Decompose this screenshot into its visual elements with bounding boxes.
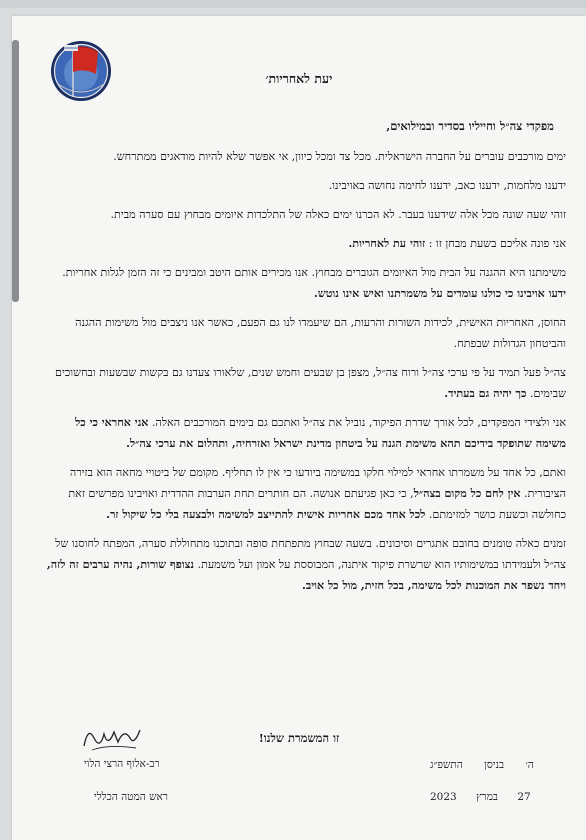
signature-icon <box>78 720 148 756</box>
signer-name: רב-אלוף הרצי הלוי <box>84 758 160 770</box>
paragraph <box>44 412 566 454</box>
bold-text-run: לכל אחד מכם אחריות אישית להתייצב למשימה ולבצעה בלי כל שיקול זר. <box>106 508 426 521</box>
bold-text-run: אני אחראי כי כל משימה שתופקד בידיכם תהא משימת הגנה על ביטחון מדינת ישראל ואזרחיה, ותהלום את ערכי צה״ל. <box>75 416 566 450</box>
paragraph <box>44 362 566 404</box>
paragraph <box>44 175 566 196</box>
signer-role: ראש המטה הכללי <box>94 791 168 803</box>
gregorian-date: 27 במרץ 2023 <box>430 791 531 803</box>
bold-text-run: כך יהיה גם בעתיד. <box>444 387 527 400</box>
bold-text-run: נצופף שורות, נהיה ערבים זה לזה, ויחד נשפר את המוכנות לכל משימה, בכל חזית, מול כל אויב. <box>46 558 566 592</box>
paragraph <box>44 146 566 167</box>
text-run: , כי כאן פגיעתם אנושה. הם חותרים תחת הערבות ההדדית ואויבינו מפרשים זאת כחולשה וכשעת כושר למזימתם. <box>68 487 566 521</box>
text-run: ידענו מלחמות, ידענו כאב, ידענו לחימה נחושה באויבינו. <box>328 179 566 192</box>
text-run: אני פונה אליכם בשעת מבחן זו : <box>425 237 566 250</box>
text-run: משימתנו היא ההגנה על הבית מול האיומים הגוברים מבחוץ. אנו מכירים אותם היטב ומבינים כי זה הזמן לגלות אחריות. <box>62 266 566 279</box>
text-run: זמנים כאלה טומנים בחובם אתגרים וסיכונים. בשעה שבחוץ מתפתחת סופה ובתוכנו מתחוללת סערה, המפתח לחוסנו של צה״ל ולעמידתו במשימותיו הוא שרשרת פיקוד איתנה, המבוססת על אמון ועל משמעת. <box>55 537 566 571</box>
text-run: אני ולצידי המפקדים, לכל אורך שדרת הפיקוד, נוביל את צה״ל ואתכם גם בימים המורכבים האלה. <box>148 416 566 429</box>
text-run: ואתם, כל אחד על משמרתו אחראי למילוי חלקו במשימה ביודעו כי אין לו תחליף. מקומם של ביטויי מחאה הוא בזירה הציבורית. <box>69 466 566 500</box>
paragraph <box>44 262 566 304</box>
paragraph <box>44 204 566 225</box>
hebrew-date: ה׳ בניסן התשפ״ג <box>430 759 534 771</box>
text-run: צה״ל פעל תמיד על פי ערכי צה״ל ורוח צה״ל, מצפן בן שבעים וחמש שנים, שלאורו צעדנו גם בקשות שבשעות ובחשוכים שבימים. <box>55 366 566 400</box>
paragraph <box>44 533 566 596</box>
paragraph <box>44 312 566 354</box>
motto-line: זו המשמרת שלנו! <box>258 731 340 745</box>
text-run: החוסן, האחריות האישית, לכידות השורות והרעות, הם שיעמדו לנו גם הפעם, כאשר אנו ניצבים מול משימות ההגנה והביטחון הגדולות שבפתח. <box>75 316 566 350</box>
paragraph-list <box>44 146 566 596</box>
document-title: יעת לאחריות׳ <box>265 71 333 86</box>
bold-text-run: זוהי עת לאחריות. <box>348 237 426 250</box>
bold-text-run: ידעו אויבינו כי כולנו עומדים על משמרתנו ואיש אינו נוטש. <box>314 287 566 300</box>
paragraph <box>44 462 566 525</box>
text-run: זוהי שעה שונה מכל אלה שידענו בעבר. לא הכרנו ימים כאלה של התלכדות איומים מבחוץ עם סערה מבית. <box>110 208 566 221</box>
bold-text-run: אין לחם כל מקום בצה״ל <box>413 487 521 500</box>
letter-sheet <box>12 16 586 840</box>
top-strip <box>0 0 586 8</box>
text-run: ימים מורכבים עוברים על החברה הישראלית. מכל צד ומכל כיוון, אי אפשר שלא להיות מודאגים ממתרחש. <box>113 150 566 163</box>
salutation: מפקדי צה״ל וחייליו בסדיר ובמילואים, <box>386 119 554 133</box>
letter-body <box>44 119 566 604</box>
paragraph <box>44 233 566 254</box>
